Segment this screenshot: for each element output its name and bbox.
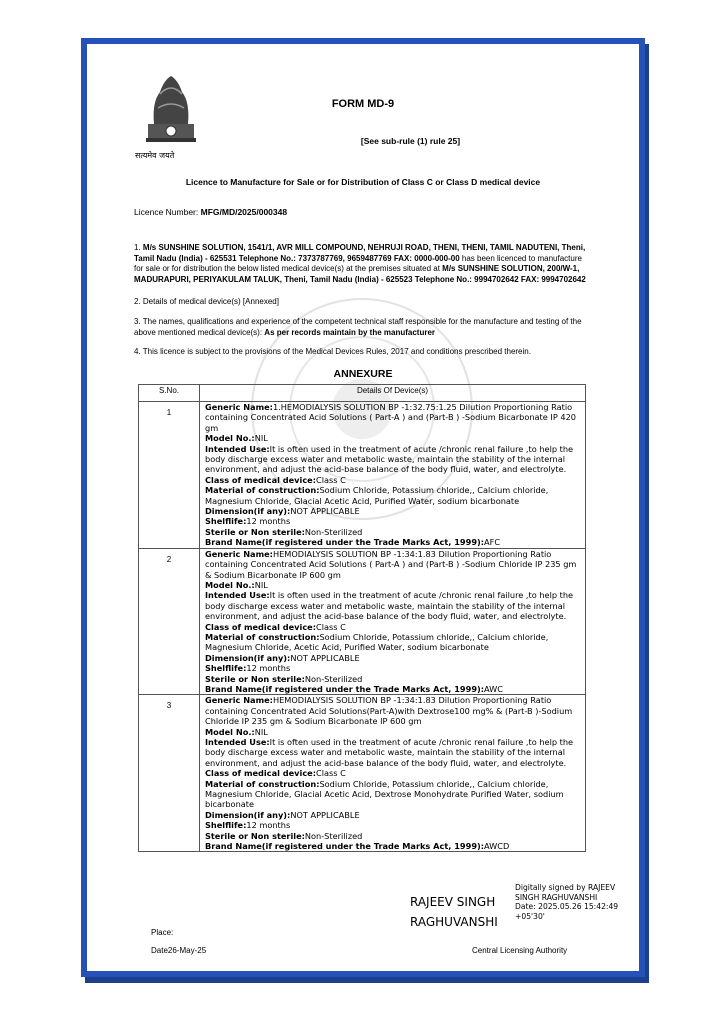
device-dimension-line [205, 653, 581, 663]
device-use-value: It is often used in the treatment of acute /chronic renal failure ,to help the body discharge excess water and metabolic waste, maintain the stability of the internal environment, and adjust the acid-base balance of the body fluid, water, and electrolyte. [205, 737, 574, 768]
device-class-line [205, 622, 581, 632]
device-generic-line [205, 549, 581, 580]
device-generic-value: HEMODIALYSIS SOLUTION BP -1:34:1.83 Dilution Proportioning Ratio containing Concentrated Acid Solutions(Part-A)with Dextrose100 mg% & (Part-B )-Sodium Chloride IP 235 gm & Sodium Bicarbonate IP 600 gm [205, 695, 573, 727]
device-material-label: Material of construction: [205, 778, 320, 789]
annexure-title: ANNEXURE [333, 368, 393, 380]
issue-date: Date26-May-25 [151, 946, 207, 955]
device-use-line [205, 590, 581, 621]
digital-sig-tz: +05'30' [515, 911, 545, 921]
row-details [200, 548, 586, 695]
device-material-line [205, 779, 581, 810]
device-shelf-line [205, 516, 581, 526]
device-use-line [205, 737, 581, 768]
digital-sig-line1: Digitally signed by RAJEEV [515, 883, 616, 892]
device-sterile-label: Sterile or Non sterile: [205, 673, 305, 684]
device-dimension-value: NOT APPLICABLE [290, 652, 360, 663]
device-class-label: Class of medical device: [205, 474, 316, 485]
device-shelf-label: Shelflife: [205, 516, 247, 527]
col-details-header: Details Of Device(s) [200, 385, 586, 402]
paragraph-4: 4. This licence is subject to the provisions of the Medical Devices Rules, 2017 and conditions prescribed therein. [134, 347, 531, 356]
licence-number: MFG/MD/2025/000348 [200, 207, 288, 217]
device-brand-value: AWC [484, 683, 503, 694]
device-model-label: Model No.: [205, 726, 255, 737]
device-generic-label: Generic Name: [205, 695, 273, 706]
device-shelf-value: 12 months [246, 820, 291, 831]
device-generic-line [205, 402, 581, 433]
p3-text: 3. The names, qualifications and experience of the competent technical staff responsible for the manufacture and testing of the above mentioned medical device(s): [134, 317, 582, 337]
device-sterile-value: Non-Sterilized [304, 526, 363, 537]
premises-address: M/s SUNSHINE SOLUTION, 200/W-1, MADURAPURI, PERIYAKULAM TALUK, Theni, Tamil Nadu (India) - 625523 Telephone No.: 9994702642 FAX: 9994702642 [134, 264, 586, 284]
device-generic-line [205, 695, 581, 726]
p1-prefix: 1. [134, 243, 143, 252]
device-sterile-label: Sterile or Non sterile: [205, 830, 305, 841]
device-shelf-line [205, 663, 581, 673]
device-material-label: Material of construction: [205, 485, 320, 496]
device-brand-label: Brand Name(if registered under the Trade Marks Act, 1999): [205, 683, 485, 694]
device-sterile-value: Non-Sterilized [304, 830, 363, 841]
device-class-value: Class C [316, 474, 346, 485]
device-dimension-line [205, 506, 581, 516]
paragraph-3 [134, 317, 586, 338]
place-label: Place: [151, 928, 174, 937]
form-subrule: [See sub-rule (1) rule 25] [360, 136, 461, 146]
row-details [200, 695, 586, 852]
device-model-line [205, 433, 581, 443]
device-dimension-value: NOT APPLICABLE [290, 506, 360, 517]
paragraph-2: 2. Details of medical device(s) [Annexed] [134, 297, 279, 306]
device-model-value: NIL [254, 433, 268, 444]
licence-title: Licence to Manufacture for Sale or for Distribution of Class C or Class D medical device [185, 177, 541, 187]
device-class-line [205, 768, 581, 778]
document-page [81, 38, 645, 977]
device-brand-label: Brand Name(if registered under the Trade Marks Act, 1999): [205, 841, 485, 852]
signature-name-line2: RAGHUVANSHI [410, 915, 498, 929]
device-class-value: Class C [316, 768, 346, 779]
device-material-value: Sodium Chloride, Potassium chloride,, Calcium chloride, Magnesium Chloride, Glacial Acetic Acid, Dextrose Monohydrate Purified Water, sodium bicarbonate [205, 778, 564, 810]
row-details [200, 402, 586, 549]
device-dimension-line [205, 810, 581, 820]
emblem-motto: सत्यमेव जयते [135, 151, 175, 160]
device-class-label: Class of medical device: [205, 768, 316, 779]
device-generic-value: HEMODIALYSIS SOLUTION BP -1:34:1.83 Dilution Proportioning Ratio containing Concentrated Acid Solutions ( Part-A ) and (Part-B ) -Sodium Chloride IP 235 gm & Sodium Bicarbonate IP 600 gm [205, 548, 577, 580]
device-brand-line [205, 684, 581, 694]
device-sterile-line [205, 674, 581, 684]
device-brand-value: AFC [484, 537, 501, 548]
device-sterile-value: Non-Sterilized [304, 673, 363, 684]
device-model-label: Model No.: [205, 579, 255, 590]
device-material-value: Sodium Chloride, Potassium chloride,, Calcium chloride, Magnesium Chloride, Acetic Acid, Purified Water, sodium bicarbonate [205, 631, 549, 653]
device-class-value: Class C [316, 621, 346, 632]
device-material-value: Sodium Chloride, Potassium chloride,, Calcium chloride, Magnesium Chloride, Glacial Acetic Acid, Purified Water, sodium bicarbonate [205, 485, 549, 506]
device-sterile-line [205, 831, 581, 841]
device-dimension-label: Dimension(if any): [205, 809, 291, 820]
device-sterile-label: Sterile or Non sterile: [205, 526, 305, 537]
device-sterile-line [205, 527, 581, 537]
device-generic-value: 1.HEMODIALYSIS SOLUTION BP -1:32.75:1.25 Dilution Proportioning Ratio containing Concentrated Acid Solutions ( Part-A ) and (Part-B ) -Sodium Bicarbonate IP 420 gm [205, 402, 576, 433]
device-brand-line [205, 537, 581, 547]
table-row [139, 548, 586, 695]
device-shelf-label: Shelflife: [205, 663, 247, 674]
table-row [139, 402, 586, 549]
device-generic-label: Generic Name: [205, 402, 273, 412]
device-shelf-line [205, 820, 581, 830]
device-model-line [205, 727, 581, 737]
signature-name [410, 892, 498, 932]
digital-sig-line2: SINGH RAGHUVANSHI [515, 892, 598, 902]
p3-bold: As per records maintain by the manufacturer [264, 327, 436, 337]
annexure-table [138, 384, 586, 852]
device-use-line [205, 444, 581, 475]
table-row [139, 695, 586, 852]
manufacturer-address: M/s SUNSHINE SOLUTION, 1541/1, AVR MILL COMPOUND, NEHRUJI ROAD, THENI, THENI, TAMIL NADUTENI, Theni, Tamil Nadu (India) - 625531 Telephone No.: 7373787769, 9659487769 FAX: 0000-000-00 [134, 243, 586, 263]
row-sno: 2 [139, 548, 200, 695]
device-class-label: Class of medical device: [205, 621, 316, 632]
device-use-label: Intended Use: [205, 737, 270, 747]
device-generic-label: Generic Name: [205, 548, 273, 559]
device-material-line [205, 485, 581, 506]
device-material-label: Material of construction: [205, 631, 320, 642]
device-class-line [205, 475, 581, 485]
row-sno: 1 [139, 402, 200, 549]
signature-name-line1: RAJEEV SINGH [410, 895, 496, 909]
device-model-value: NIL [254, 726, 268, 737]
device-use-label: Intended Use: [205, 590, 270, 601]
row-sno: 3 [139, 695, 200, 852]
device-brand-label: Brand Name(if registered under the Trade Marks Act, 1999): [205, 537, 485, 548]
device-use-value: It is often used in the treatment of acute /chronic renal failure ,to help the body discharge excess water and metabolic waste, maintain the stability of the internal environment, and adjust the acid-base balance of the body fluid, water, and electrolyte. [205, 590, 574, 622]
device-dimension-label: Dimension(if any): [205, 652, 291, 663]
licence-number-line [134, 207, 287, 217]
col-sno-header: S.No. [139, 385, 200, 402]
device-material-line [205, 632, 581, 653]
device-brand-line [205, 841, 581, 851]
form-title: FORM MD-9 [331, 98, 395, 110]
device-model-line [205, 580, 581, 590]
device-brand-value: AWCD [484, 841, 510, 852]
device-model-value: NIL [254, 579, 268, 590]
device-shelf-label: Shelflife: [205, 820, 247, 831]
device-use-value: It is often used in the treatment of acute /chronic renal failure ,to help the body discharge excess water and metabolic waste, maintain the stability of the internal environment, and adjust the acid-base balance of the body fluid, water, and electrolyte. [205, 443, 574, 475]
device-model-label: Model No.: [205, 433, 255, 444]
digital-signature-block [515, 883, 618, 921]
device-shelf-value: 12 months [246, 663, 291, 674]
device-use-label: Intended Use: [205, 443, 270, 454]
device-dimension-value: NOT APPLICABLE [290, 809, 360, 820]
paragraph-1 [134, 243, 586, 285]
licence-number-label: Licence Number: [134, 207, 201, 217]
device-shelf-value: 12 months [246, 516, 291, 527]
p1-text: has been licenced to manufacture for sale or for distribution the below listed medical device(s) at the premises situated at [134, 253, 582, 273]
licensing-authority: Central Licensing Authority [472, 946, 568, 955]
digital-sig-date: Date: 2025.05.26 15:42:49 [515, 902, 619, 911]
device-dimension-label: Dimension(if any): [205, 506, 291, 517]
